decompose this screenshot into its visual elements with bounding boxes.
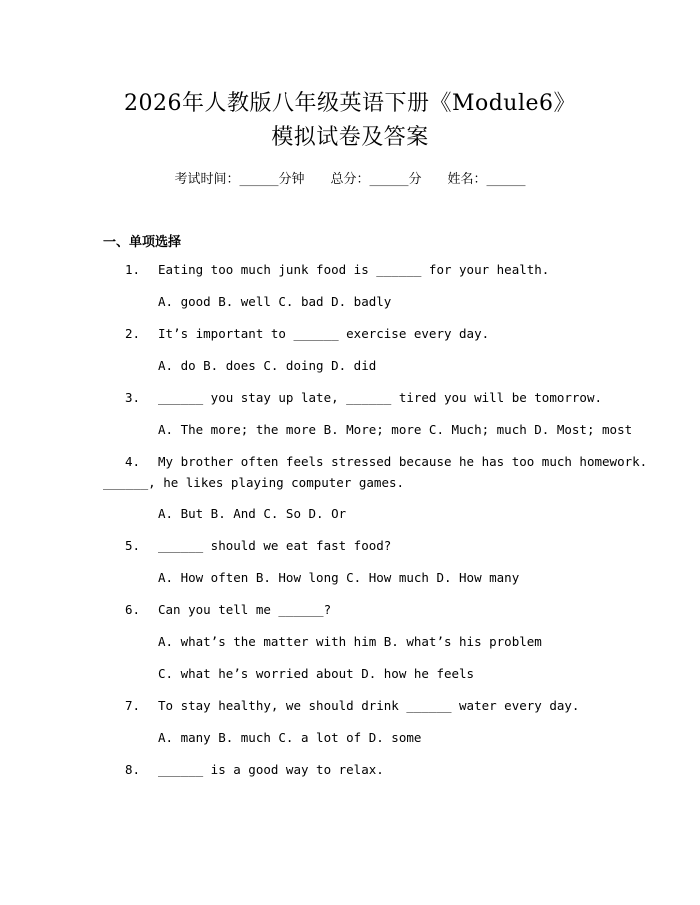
question-number: 8. [124, 762, 140, 777]
question-stem: To stay healthy, we should drink ______ water every day. [158, 698, 580, 713]
question-number: 6. [124, 602, 140, 617]
question-stem: It’s important to ______ exercise every day. [158, 326, 490, 341]
question-stem: ______ is a good way to relax. [158, 762, 384, 777]
question-number: 1. [124, 262, 140, 277]
question-number: 3. [124, 390, 140, 405]
question-options: C. what he’s worried about D. how he feels [158, 666, 475, 681]
question-number: 4. [124, 454, 140, 469]
question-options: A. what’s the matter with him B. what’s his problem [158, 634, 542, 649]
question-number: 7. [124, 698, 140, 713]
total-score-field: 总分：______分 [330, 172, 422, 187]
question-options: A. many B. much C. a lot of D. some [158, 730, 422, 745]
question-stem: Can you tell me ______? [158, 602, 332, 617]
section-heading: 一、单项选择 [103, 235, 182, 250]
page-title: 2026年人教版八年级英语下册《Module6》 [123, 91, 577, 116]
student-name-field: 姓名：______ [447, 172, 526, 187]
question-stem-continued: ______, he likes playing computer games. [103, 475, 405, 490]
question-options: A. But B. And C. So D. Or [158, 506, 347, 521]
question-options: A. do B. does C. doing D. did [158, 358, 377, 373]
question-stem: Eating too much junk food is ______ for your health. [158, 262, 550, 277]
page-subtitle: 模拟试卷及答案 [271, 125, 429, 150]
question-number: 5. [124, 538, 140, 553]
question-options: A. How often B. How long C. How much D. How many [158, 570, 520, 585]
question-options: A. The more; the more B. More; more C. Much; much D. Most; most [158, 422, 633, 437]
question-stem: ______ should we eat fast food? [158, 538, 392, 553]
exam-meta [0, 168, 700, 187]
question-stem: ______ you stay up late, ______ tired you will be tomorrow. [158, 390, 603, 405]
question-options: A. good B. well C. bad D. badly [158, 294, 392, 309]
question-stem: My brother often feels stressed because he has too much homework. [158, 454, 648, 469]
exam-time-field: 考试时间：______分钟 [174, 172, 305, 187]
question-number: 2. [124, 326, 140, 341]
